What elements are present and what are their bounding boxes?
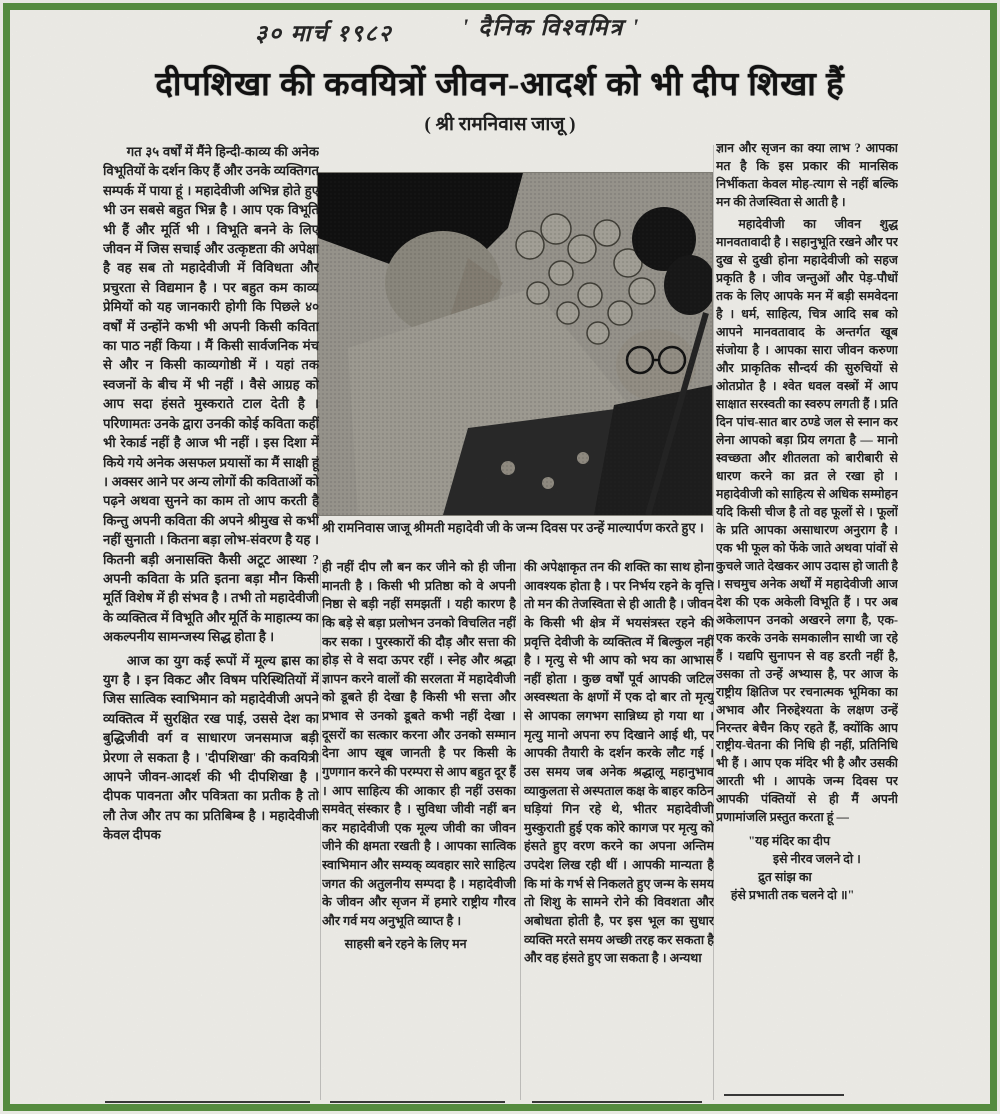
article-byline: ( श्री रामनिवास जाजू ) [424,114,576,135]
paragraph: ही नहीं दीप लौ बन कर जीने को ही जीना मानती है । किसी भी प्रतिष्ठा को वे अपनी निष्ठा से बड़ी नहीं समझतीं । यही कारण है कि बड़े से बड़ा प्रलोभन उनको विचलित नहीं कर सका । पुरस्कारों की दौड़ और सत्ता की होड़ से वे सदा ऊपर रहीं । स्नेह और श्रद्धा ज्ञापन करने वालों की सरलता में महादेवीजी को डूबते ही देखा है किसी भी सत्ता और प्रभाव से उनको डूबते कभी नहीं देखा । दूसरों का सत्कार करना और उनको सम्मान देना आप खूब जानती है पर किसी के गुणगान करने की परम्परा से आप बहुत दूर हैं । आप साहित्य की आकार ही नहीं उसका समवेत् संस्कार है । सुविधा जीवी नहीं बन कर महादेवीजी एक मूल्य जीवी का जीवन जीने की क्षमता रखती है । आपका सात्विक स्वाभिमान और सम्यक् व्यवहार सारे साहित्य जगत की अतुलनीय सम्पदा है । महादेवीजी के जीवन और सृजन में हमारे राष्ट्रीय गौरव और गर्व मय अनुभूति व्याप्त है । [322,560,516,928]
closing-poem [716,833,898,905]
article-photo [318,173,712,515]
paragraph: महादेवीजी का जीवन शुद्ध मानवतावादी है । सहानुभूति रखने और पर दुख से दुखी होना महादेवीजी को सहज प्रकृति है । जीव जन्तुओं और पेड़-पौधों तक के लिए आपके मन में बड़ी समवेदना है । धर्म, साहित्य, चित्र आदि सब को आपने मानवतावाद के अन्तर्गत खूब संजोया है । आपका सारा जीवन करुणा और प्राकृतिक सौन्दर्य की सुरुचियों से ओतप्रोत है । श्वेत धवल वस्त्रों में आप साक्षात सरस्वती का स्वरुप लगती हैं । प्रति दिन पांच-सात बार ठण्डे जल से स्नान कर लेना आपको बड़ा प्रिय लगता है — मानो स्वच्छता और शीतलता को बारीबारी से धारण करने का व्रत ले रखा हो । महादेवीजी को साहित्य से अधिक सम्मोहन यदि किसी चीज है तो वह फूलों से । फूलों के प्रति आपका असाधारण अनुराग है । एक भी फूल को फेंके जाते अथवा पांवों से कुचले जाते देखकर आप उदास हो जाती है । सचमुच अनेक अर्थों में महादेवीजी आज देश की एक अकेली विभूति हैं । पर अब अकेलापन उनको अखरने लगा है, एक-एक करके उनके समकालीन साथी जा रहे हैं । यद्यपि सुनापन से वह डरती नहीं है, उसका तो उन्हें अभ्यास है, पर आज के राष्ट्रीय क्षितिज पर रचनात्मक भूमिका का अभाव और निरुद्देश्यता के लक्षण उन्हें निरन्तर बेचैन किए रहते हैं, क्योंकि आप राष्ट्रीय-चेतना की निधि ही नहीं, प्रतिनिधि भी हैं । आप एक मंदिर भी है और उसकी आरती भी । आपके जन्म दिवस पर आपकी पंक्तियों से ही मैं अपनी प्रणामांजलि प्रस्तुत करता हूं — [716,216,898,825]
photo-illustration [318,173,712,515]
poem-line: इसे नीरव जलने दो । [773,852,861,867]
column-divider [320,560,321,1100]
column-divider [713,145,714,1100]
column-end-rule [330,1101,505,1103]
paragraph: की अपेक्षाकृत तन की शक्ति का साथ होना आवश्यक होता है । पर निर्भय रहने के वृत्ति तो मन की तेजस्विता से ही आती है । जीवन के किसी भी क्षेत्र में भयसंत्रस्त रहने की प्रवृत्ति देवीजी के व्यक्तित्व में बिल्कुल नहीं है । मृत्यु से भी आप को भय का आभास नहीं होता । कुछ वर्षों पूर्व आपकी जटिल अस्वस्थता के क्षणों में एक दो बार तो मृत्यु से आपका लगभग सान्निध्य हो गया था । मृत्यु मानो अपना रुप दिखाने आई थी, पर आपकी तैयारी के दर्शन करके लौट गई । उस समय जब अनेक श्रद्धालू महानुभाव व्याकुलता से अस्पताल कक्ष के बाहर कठिन घड़ियां गिन रहे थे, भीतर महादेवीजी मुस्कुराती हुई एक कोरे कागज पर मृत्यु को हंसते हुए वरण करने का अपना अन्तिम उपदेश लिख रही थीं । आपकी मान्यता है कि मां के गर्भ से निकलते हुए जन्म के समय तो शिशु के सामने रोने की विवशता और अबोधता होती है, पर इस भूल का सुधार व्यक्ति मरते समय अच्छी तरह कर सकता है और वह हंसते हुए जा सकता है । अन्यथा [524,560,714,966]
article-column-3 [524,558,714,1101]
column-end-rule [724,1094,844,1096]
article-column-1 [103,142,319,1097]
column-divider [520,560,521,1100]
article-headline: दीपशिखा की कवयित्रों जीवन-आदर्श को भी दीप शिखा हैं [155,67,845,103]
article-column-4 [716,140,898,1100]
issue-date: ३० मार्च १९८२ [255,21,393,46]
paragraph: गत ३५ वर्षों में मैंने हिन्दी-काव्य की अनेक विभूतियों के दर्शन किए हैं और उनके व्यक्तिगत सम्पर्क में पाया हूं । महादेवीजी अभिन्न होते हुए भी उन सबसे बहुत भिन्न है । आप एक विभूति भी हैं और मूर्ति भी । विभूति बनने के लिए जीवन में जिस सचाई और उत्कृष्टता की अपेक्षा है वह सब तो महादेवीजी में विविधता और प्रचुरता से विद्यमान है । पर बहुत कम काव्य प्रेमियों को यह जानकारी होगी कि पिछले ४० वर्षों में उन्होंने कभी भी अपनी किसी कविता का पाठ नहीं किया । मैं किसी सार्वजनिक मंच से और न किसी काव्यगोष्ठी में । यहां तक स्वजनों के बीच में भी नहीं । वैसे आग्रह को आप सदा हंसते मुस्कराते टाल देती है । परिणामतः उनके द्वारा उनकी कोई कविता कहीं भी रेकार्ड नहीं है आज भी नहीं । इस दिशा में किये गये अनेक असफल प्रयासों का मैं साक्षी हूं । अक्सर आने पर अन्य लोगों की कविताओं को पढ़ने अथवा सुनने का काम तो आप करती है किन्तु अपनी कविता की अपने श्रीमुख से कभी नहीं सुनाती । कितना बड़ा लोभ-संवरण है यह । कितनी बड़ी अनासक्ति कैसी अटूट आस्था ? अपनी कविता के प्रति इतना बड़ा मौन किसी मूर्ति विशेष में ही संभव है । तभी तो महादेवीजी के व्यक्तित्व में विभूति और मूर्ति के माहात्म्य का अकल्पनीय सामन्जस्य सिद्ध होता है । [103,144,319,645]
column-end-rule [532,1101,702,1103]
poem-line: "यह मंदिर का दीप [748,834,830,849]
paragraph: ज्ञान और सृजन का क्या लाभ ? आपका मत है कि इस प्रकार की मानसिक निर्भीकता केवल मोह-त्याग से नहीं बल्कि मन की तेजस्विता से आती है । [716,141,898,209]
paragraph: साहसी बने रहने के लिए मन [344,936,467,951]
paragraph: आज का युग कई रूपों में मूल्य ह्रास का युग है । इन विकट और विषम परिस्थितियों में जिस सात्विक स्वाभिमान को महादेवीजी अपने व्यक्तित्व में सुरक्षित रख पाई, उससे देश का बुद्धिजीवी वर्ग व साधारण जनसमाज बड़ी प्रेरणा ले सकता है । 'दीपशिखा' की कवयित्री आपने जीवन-आदर्श की भी दीपशिखा है । दीपक पावनता और पवित्रता का प्रतीक है तो लौ तेज और तप का प्रतिबिम्ब है । महादेवीजी केवल दीपक [103,652,319,843]
publication-name: ' दैनिक विश्वमित्र ' [462,15,641,40]
photo-caption: श्री रामनिवास जाजू श्रीमती महादेवी जी के जन्म दिवस पर उन्हें माल्यार्पण करते हुए । [322,520,704,535]
poem-line: द्रुत सांझ का [758,870,812,885]
article-column-2 [322,558,516,1101]
column-end-rule [105,1101,310,1103]
poem-line: हंसे प्रभाती तक चलने दो ॥" [730,888,855,903]
